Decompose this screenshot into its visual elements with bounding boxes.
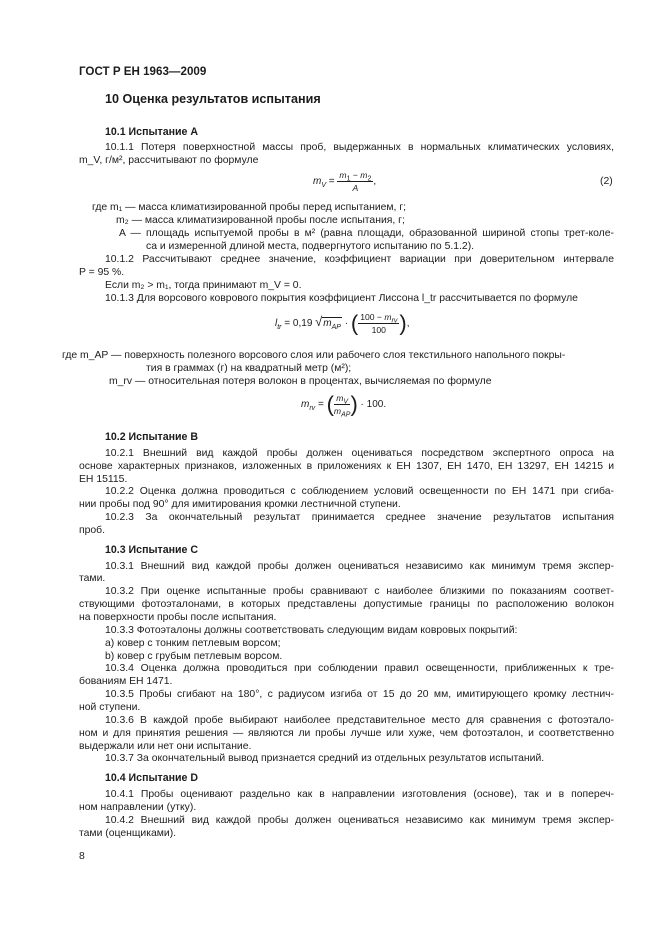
paragraph-10-1-1-line1: 10.1.1 Потеря поверхностной массы проб, выдержанных в нормальных климатических условиях, (105, 142, 614, 153)
paragraph-10-3-1-line1: 10.3.1 Внешний вид каждой пробы должен оцениваться независимо как минимум тремя экспер- (105, 561, 614, 572)
paragraph-10-3-2-line1: 10.3.2 При оценке испытанные пробы сравнивают с наиболее близкими по показаниям соответ- (105, 586, 614, 597)
where-map-line2: тия в граммах (г) на квадратный метр (м²); (146, 363, 352, 374)
paragraph-10-1-1-line2: m_V, г/м², рассчитывают по формуле (79, 155, 259, 166)
paragraph-10-1-3: 10.1.3 Для ворсового коврового покрытия коэффициент Лиссона l_tr рассчитывается по формуле (105, 293, 578, 304)
paragraph-10-3-3: 10.3.3 Фотоэталоны должны соответствовать следующим видам ковровых покрытий: (105, 625, 518, 636)
paragraph-10-1-2-line2: P = 95 %. (79, 267, 125, 278)
paragraph-10-3-6-line3: выдержали или нет они испытание. (79, 741, 252, 752)
paragraph-10-3-2-line2: ствующими фотоэталонами, в которых представлены допустимые границы по расположению волокон (79, 599, 614, 610)
paragraph-10-4-2-line2: тами (оценщиками). (79, 828, 177, 839)
paragraph-10-3-7: 10.3.7 За окончательный вывод признается средний из отдельных результатов испытаний. (105, 753, 545, 764)
formula-2: $m_V$ = $\frac{m_1 - m_2}{A}$ , (313, 170, 377, 193)
where-mrv: m_rv — относительная потеря волокон в процентах, вычисляемая по формуле (109, 376, 492, 387)
page-number: 8 (79, 851, 85, 862)
subsection-title-10-2: 10.2 Испытание B (105, 431, 198, 443)
paragraph-10-2-1-line2: основе характерных признаков, изложенных в приложениях к ЕН 1307, ЕН 1470, ЕН 13297, ЕН 14215 и (79, 461, 614, 472)
paragraph-10-3-2-line3: на поверхности пробы после испытания. (79, 612, 277, 623)
subsection-title-10-3: 10.3 Испытание C (105, 544, 198, 556)
paragraph-10-2-1-line3: ЕН 15115. (79, 474, 128, 485)
paragraph-10-1-2-line3: Если m₂ > m₁, тогда принимают m_V = 0. (105, 280, 302, 291)
subsection-title-10-4: 10.4 Испытание D (105, 772, 198, 784)
formula-number-2: (2) (600, 176, 613, 187)
list-item-b: b) ковер с грубым петлевым ворсом. (105, 651, 283, 662)
paragraph-10-3-4-line1: 10.3.4 Оценка должна проводиться при соблюдении правил освещенности, приближенных к тре- (105, 663, 614, 674)
where-m1: где m₁ — масса климатизированной пробы перед испытанием, г; (92, 202, 407, 213)
paragraph-10-3-5-line2: ной ступени. (79, 702, 141, 713)
subsection-title-10-1: 10.1 Испытание A (105, 126, 198, 138)
paragraph-10-3-1-line2: тами. (79, 573, 106, 584)
document-header: ГОСТ Р ЕН 1963—2009 (79, 65, 207, 78)
paragraph-10-2-1-line1: 10.2.1 Внешний вид каждой пробы должен оцениваться посредством экспертного опроса на (105, 448, 614, 459)
paragraph-10-2-3-line1: 10.2.3 За окончательный результат принимается среднее значение результатов испытания (105, 512, 614, 523)
paragraph-10-2-2-line2: нии пробы под 90° для имитирования кромки лестничной ступени. (79, 499, 401, 510)
paragraph-10-2-3-line2: проб. (79, 525, 106, 536)
where-a-line1: A — площадь испытуемой пробы в м² (равна площади, образованной шириной стопы трет-коле- (119, 228, 614, 239)
where-map-line1: где m_AP — поверхность полезного ворсового слоя или рабочего слоя текстильного напольного покры- (62, 350, 566, 361)
paragraph-10-4-1-line2: ном направлении (утку). (79, 802, 197, 813)
paragraph-10-3-5-line1: 10.3.5 Пробы сгибают на 180°, с радиусом изгиба от 15 до 20 мм, имитирующего кромку лестнич- (105, 689, 614, 700)
paragraph-10-4-1-line1: 10.4.1 Пробы оценивают раздельно как в направлении изготовления (основе), так и в попереч- (105, 789, 614, 800)
paragraph-10-3-6-line2: ном и для принятия решения — являются ли пробы лучше или хуже, чем фотоэталон, и соответственно (79, 728, 614, 739)
where-m2: m₂ — масса климатизированной пробы после испытания, г; (116, 215, 405, 226)
where-a-line2: са и измеренной длиной места, подвергнутого испытанию по 5.1.2). (146, 241, 475, 252)
paragraph-10-3-6-line1: 10.3.6 В каждой пробе выбирают наиболее представительное место для сравнения с фотоэтало- (105, 715, 614, 726)
formula-lisson: $l_{tr} = 0,19$ $√m_{AP}$ · ( $\frac{100 - m_{rv}}{100}$ ), (275, 310, 410, 336)
paragraph-10-4-2-line1: 10.4.2 Внешний вид каждой пробы должен оцениваться независимо как минимум тремя экспер- (105, 815, 614, 826)
section-title: 10 Оценка результатов испытания (105, 92, 321, 106)
paragraph-10-2-2-line1: 10.2.2 Оценка должна проводиться с соблюдением условий освещенности по ЕН 1471 при сгиба- (105, 486, 614, 497)
paragraph-10-3-4-line2: бованиям ЕН 1471. (79, 676, 173, 687)
paragraph-10-1-2-line1: 10.1.2 Рассчитывают среднее значение, коэффициент вариации при доверительном интервале (105, 254, 614, 265)
formula-mrv: $m_{rv}$ = ( $\frac{m_V}{m_{AP}}$ ) · 100. (301, 391, 387, 419)
list-item-a: a) ковер с тонким петлевым ворсом; (105, 638, 281, 649)
